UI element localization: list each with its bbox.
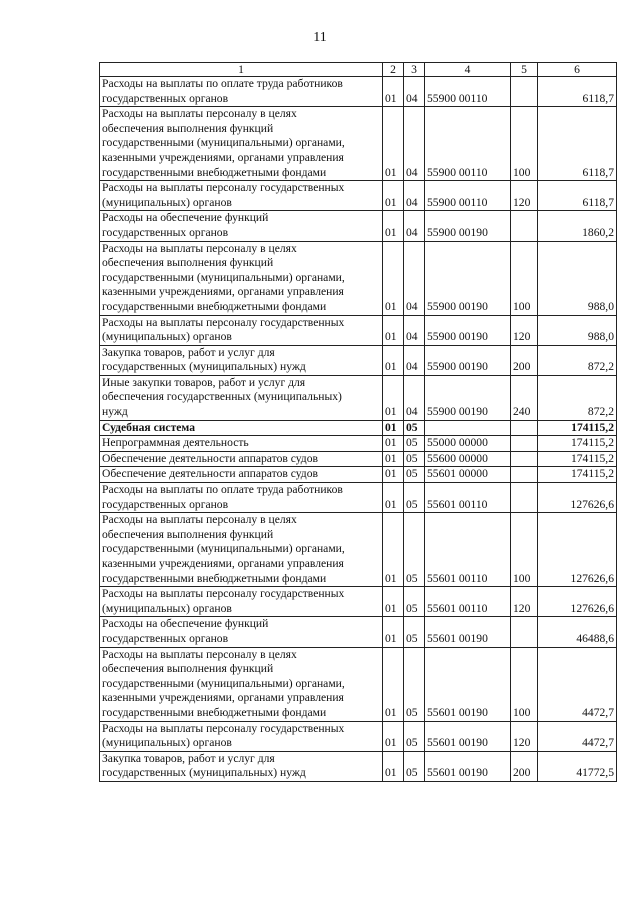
description-line: государственными внебюджетными фондами [102, 299, 327, 313]
cell-subsection: 05 [404, 751, 425, 781]
table-row [100, 513, 617, 587]
header-cell-section: 2 [383, 63, 404, 77]
table-row [100, 107, 617, 181]
description-line: государственных (муниципальных) нужд [102, 766, 306, 780]
table-header-row [100, 63, 617, 77]
cell-expense-type: 120 [511, 181, 538, 211]
cell-description [100, 617, 383, 647]
header-cell-description: 1 [100, 63, 383, 77]
cell-description [100, 587, 383, 617]
cell-subsection: 04 [404, 211, 425, 241]
cell-amount: 872,2 [538, 345, 617, 375]
table-row [100, 436, 617, 452]
cell-target-article: 55601 00000 [425, 467, 511, 483]
table-row [100, 483, 617, 513]
description-line: (муниципальных) органов [102, 736, 232, 750]
cell-subsection: 04 [404, 375, 425, 420]
cell-amount: 988,0 [538, 315, 617, 345]
description-line: (муниципальных) органов [102, 195, 232, 209]
cell-amount: 41772,5 [538, 751, 617, 781]
cell-subsection: 05 [404, 513, 425, 587]
cell-expense-type [511, 436, 538, 452]
cell-target-article: 55900 00190 [425, 375, 511, 420]
cell-section: 01 [383, 467, 404, 483]
cell-target-article: 55900 00190 [425, 315, 511, 345]
cell-description [100, 107, 383, 181]
cell-target-article: 55000 00000 [425, 436, 511, 452]
table-row [100, 467, 617, 483]
description-line: Расходы на выплаты персоналу государственных [102, 721, 345, 735]
cell-target-article [425, 420, 511, 436]
cell-target-article: 55601 00110 [425, 513, 511, 587]
cell-subsection: 04 [404, 241, 425, 315]
header-cell-subsection: 3 [404, 63, 425, 77]
description-line: Расходы на выплаты по оплате труда работников [102, 77, 343, 90]
description-line: Закупка товаров, работ и услуг для [102, 345, 275, 359]
description-line: государственными (муниципальными) органами, [102, 542, 345, 556]
cell-expense-type: 100 [511, 107, 538, 181]
cell-subsection: 05 [404, 451, 425, 467]
description-line: Иные закупки товаров, работ и услуг для [102, 375, 306, 389]
cell-expense-type: 120 [511, 587, 538, 617]
cell-expense-type: 200 [511, 345, 538, 375]
table-row [100, 721, 617, 751]
description-line: обеспечения выполнения функций [102, 256, 274, 270]
description-line: государственных органов [102, 497, 229, 511]
cell-target-article: 55900 00110 [425, 107, 511, 181]
cell-description [100, 451, 383, 467]
cell-subsection: 05 [404, 420, 425, 436]
description-line: Расходы на обеспечение функций [102, 211, 269, 225]
cell-amount: 46488,6 [538, 617, 617, 647]
table-row [100, 77, 617, 107]
table-row [100, 617, 617, 647]
cell-subsection: 05 [404, 483, 425, 513]
cell-expense-type [511, 77, 538, 107]
cell-target-article: 55900 00110 [425, 77, 511, 107]
cell-expense-type: 100 [511, 647, 538, 721]
cell-amount: 174115,2 [538, 451, 617, 467]
cell-amount: 4472,7 [538, 721, 617, 751]
description-line: государственных органов [102, 631, 229, 645]
description-line: (муниципальных) органов [102, 330, 232, 344]
cell-section: 01 [383, 315, 404, 345]
cell-section: 01 [383, 451, 404, 467]
cell-description [100, 647, 383, 721]
table-row [100, 375, 617, 420]
cell-description [100, 721, 383, 751]
cell-section: 01 [383, 181, 404, 211]
cell-expense-type: 100 [511, 241, 538, 315]
cell-description [100, 513, 383, 587]
cell-section: 01 [383, 77, 404, 107]
description-line: обеспечения выполнения функций [102, 121, 274, 135]
table-row [100, 211, 617, 241]
table-row [100, 241, 617, 315]
description-line: Обеспечение деятельности аппаратов судов [102, 467, 318, 481]
budget-table [99, 62, 617, 782]
cell-subsection: 05 [404, 721, 425, 751]
cell-subsection: 05 [404, 587, 425, 617]
cell-amount: 872,2 [538, 375, 617, 420]
header-cell-expense-type: 5 [511, 63, 538, 77]
cell-amount: 988,0 [538, 241, 617, 315]
description-line: Расходы на выплаты персоналу государственных [102, 315, 345, 329]
cell-section: 01 [383, 375, 404, 420]
cell-expense-type: 100 [511, 513, 538, 587]
cell-description [100, 751, 383, 781]
cell-expense-type [511, 467, 538, 483]
cell-subsection: 04 [404, 181, 425, 211]
cell-target-article: 55900 00190 [425, 241, 511, 315]
description-line: казенными учреждениями, органами управления [102, 150, 344, 164]
header-cell-target-article: 4 [425, 63, 511, 77]
description-line: казенными учреждениями, органами управления [102, 691, 344, 705]
cell-description [100, 181, 383, 211]
cell-target-article: 55601 00190 [425, 617, 511, 647]
cell-section: 01 [383, 241, 404, 315]
cell-description [100, 420, 383, 436]
cell-expense-type [511, 483, 538, 513]
cell-description [100, 77, 383, 107]
description-line: Расходы на выплаты персоналу в целях [102, 647, 297, 661]
cell-description [100, 345, 383, 375]
description-line: Расходы на выплаты персоналу государственных [102, 587, 345, 601]
description-line: государственными внебюджетными фондами [102, 705, 327, 719]
cell-expense-type: 240 [511, 375, 538, 420]
cell-section: 01 [383, 513, 404, 587]
cell-amount: 1860,2 [538, 211, 617, 241]
cell-section: 01 [383, 751, 404, 781]
cell-expense-type [511, 451, 538, 467]
cell-target-article: 55601 00190 [425, 721, 511, 751]
cell-subsection: 04 [404, 345, 425, 375]
cell-section: 01 [383, 721, 404, 751]
cell-subsection: 05 [404, 467, 425, 483]
cell-amount: 127626,6 [538, 513, 617, 587]
table-row [100, 315, 617, 345]
cell-description [100, 211, 383, 241]
cell-amount: 4472,7 [538, 647, 617, 721]
description-line: Расходы на выплаты по оплате труда работников [102, 483, 343, 497]
description-line: Расходы на обеспечение функций [102, 617, 269, 631]
description-line: Судебная система [102, 420, 196, 434]
description-line: казенными учреждениями, органами управления [102, 285, 344, 299]
cell-target-article: 55601 00110 [425, 587, 511, 617]
description-line: Непрограммная деятельность [102, 436, 249, 450]
cell-section: 01 [383, 211, 404, 241]
cell-expense-type [511, 617, 538, 647]
description-line: государственных органов [102, 91, 229, 105]
description-line: обеспечения выполнения функций [102, 662, 274, 676]
cell-amount: 127626,6 [538, 483, 617, 513]
cell-expense-type [511, 211, 538, 241]
cell-amount: 127626,6 [538, 587, 617, 617]
cell-description [100, 436, 383, 452]
cell-section: 01 [383, 345, 404, 375]
description-line: Расходы на выплаты персоналу государственных [102, 181, 345, 195]
description-line: государственных (муниципальных) нужд [102, 360, 306, 374]
cell-section: 01 [383, 647, 404, 721]
cell-section: 01 [383, 617, 404, 647]
cell-subsection: 05 [404, 436, 425, 452]
cell-amount: 174115,2 [538, 436, 617, 452]
table-body [100, 77, 617, 782]
cell-target-article: 55601 00110 [425, 483, 511, 513]
cell-target-article: 55600 00000 [425, 451, 511, 467]
table-row [100, 751, 617, 781]
cell-description [100, 483, 383, 513]
cell-target-article: 55601 00190 [425, 751, 511, 781]
table-row [100, 647, 617, 721]
description-line: государственными внебюджетными фондами [102, 165, 327, 179]
header-cell-amount: 6 [538, 63, 617, 77]
table-row [100, 420, 617, 436]
description-line: обеспечения выполнения функций [102, 527, 274, 541]
description-line: Закупка товаров, работ и услуг для [102, 751, 275, 765]
description-line: государственными (муниципальными) органами, [102, 676, 345, 690]
cell-expense-type: 120 [511, 315, 538, 345]
cell-amount: 6118,7 [538, 107, 617, 181]
page-number: 11 [313, 30, 327, 45]
cell-subsection: 05 [404, 647, 425, 721]
description-line: Расходы на выплаты персоналу в целях [102, 241, 297, 255]
cell-amount: 174115,2 [538, 420, 617, 436]
description-line: государственными (муниципальными) органами, [102, 136, 345, 150]
cell-target-article: 55900 00110 [425, 181, 511, 211]
cell-section: 01 [383, 107, 404, 181]
cell-subsection: 04 [404, 315, 425, 345]
description-line: казенными учреждениями, органами управления [102, 557, 344, 570]
cell-target-article: 55601 00190 [425, 647, 511, 721]
cell-description [100, 241, 383, 315]
cell-target-article: 55900 00190 [425, 345, 511, 375]
description-line: нужд [102, 405, 128, 419]
description-line: Обеспечение деятельности аппаратов судов [102, 451, 318, 465]
table-row [100, 587, 617, 617]
cell-description [100, 467, 383, 483]
table-row [100, 345, 617, 375]
cell-section: 01 [383, 436, 404, 452]
cell-amount: 6118,7 [538, 77, 617, 107]
table-row [100, 451, 617, 467]
cell-expense-type [511, 420, 538, 436]
description-line: государственными (муниципальными) органами, [102, 270, 345, 284]
cell-subsection: 04 [404, 77, 425, 107]
cell-amount: 174115,2 [538, 467, 617, 483]
description-line: государственными внебюджетными фондами [102, 571, 327, 585]
table-row [100, 181, 617, 211]
cell-section: 01 [383, 587, 404, 617]
cell-description [100, 315, 383, 345]
cell-section: 01 [383, 483, 404, 513]
description-line: Расходы на выплаты персоналу в целях [102, 107, 297, 121]
cell-expense-type: 200 [511, 751, 538, 781]
cell-section: 01 [383, 420, 404, 436]
cell-amount: 6118,7 [538, 181, 617, 211]
cell-target-article: 55900 00190 [425, 211, 511, 241]
cell-description [100, 375, 383, 420]
cell-expense-type: 120 [511, 721, 538, 751]
description-line: (муниципальных) органов [102, 601, 232, 615]
description-line: Расходы на выплаты персоналу в целях [102, 513, 297, 527]
cell-subsection: 05 [404, 617, 425, 647]
cell-subsection: 04 [404, 107, 425, 181]
description-line: государственных органов [102, 225, 229, 239]
description-line: обеспечения государственных (муниципальных) [102, 390, 342, 404]
